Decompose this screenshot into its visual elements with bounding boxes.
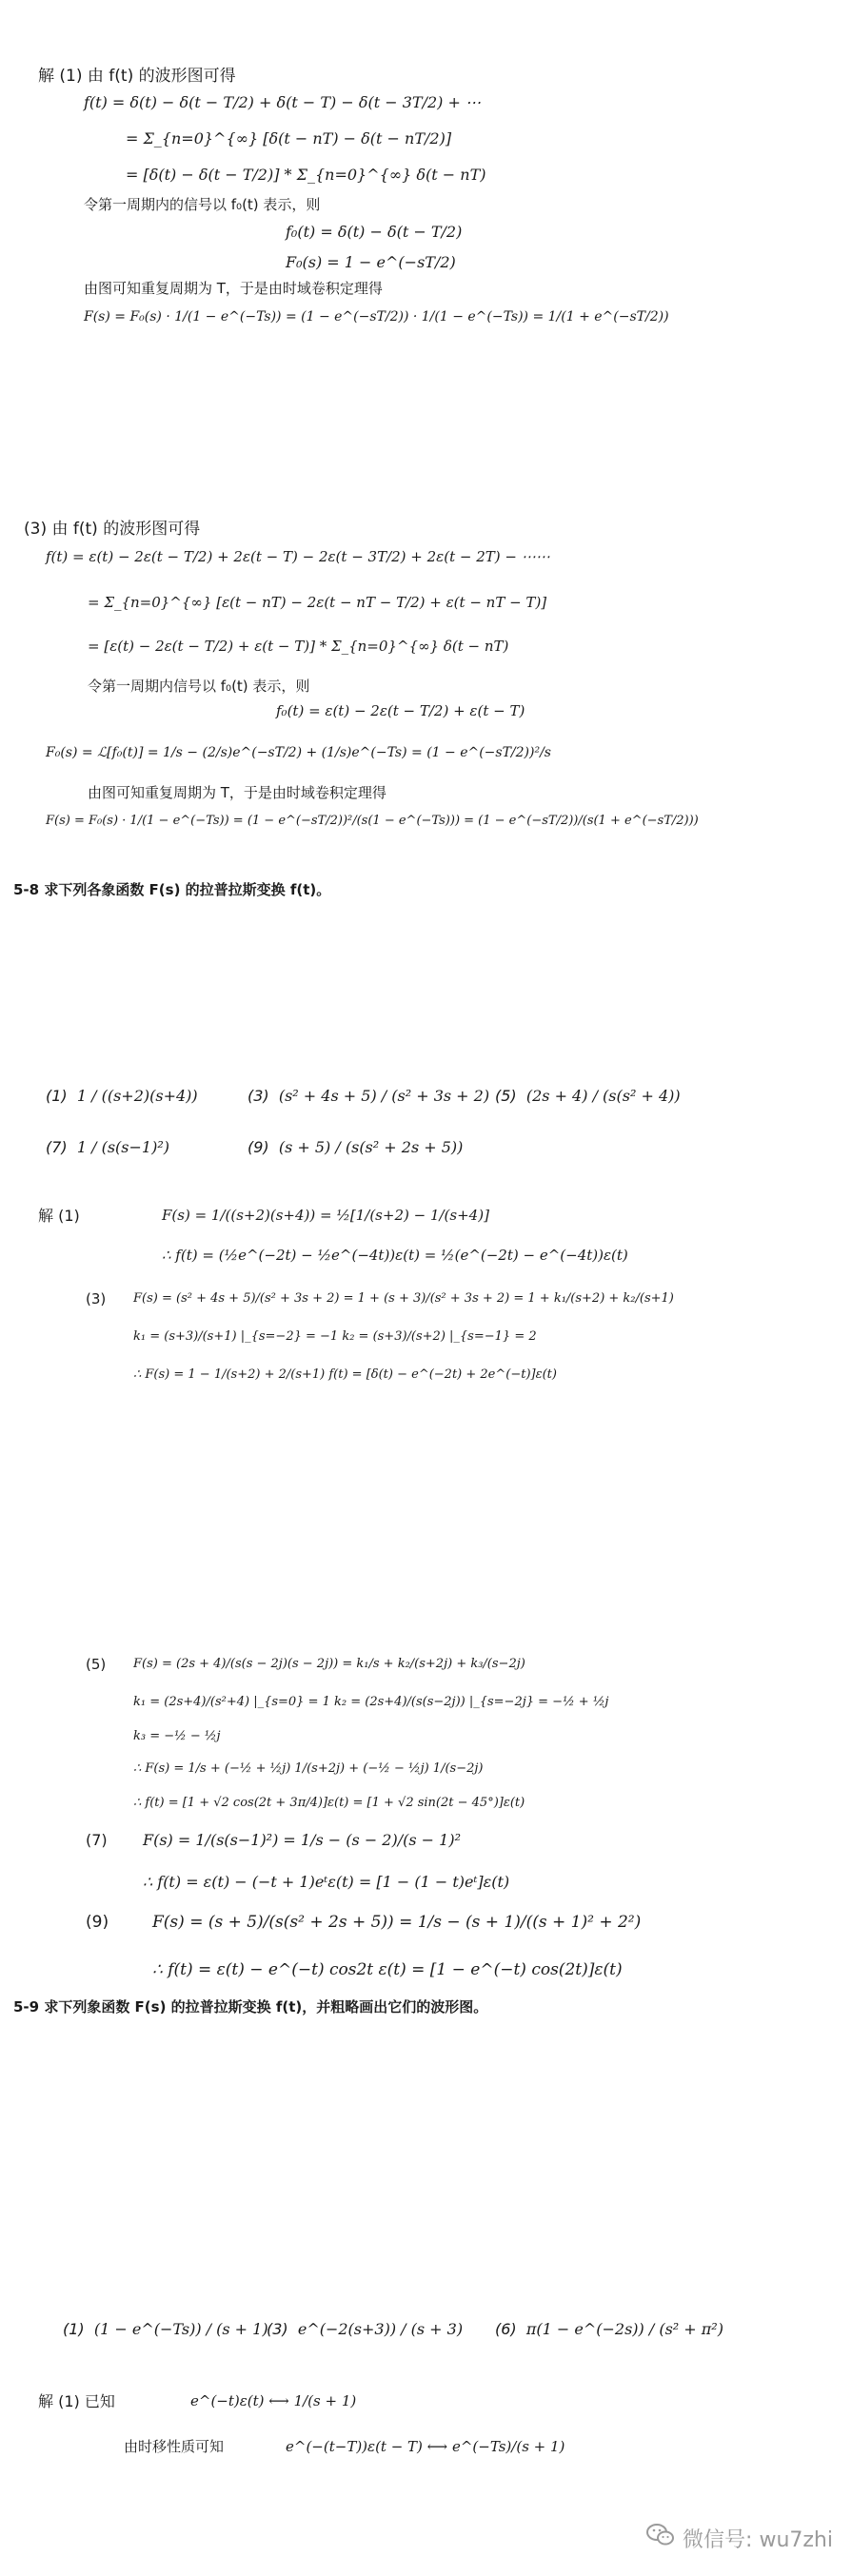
solution-1-text2: 由图可知重复周期为 T，于是由时域卷积定理得	[84, 280, 383, 297]
solution-5-8-5-eq3: k₃ = −½ − ½j	[133, 1729, 221, 1743]
solution-1-eq5: F₀(s) = 1 − e^(−sT/2)	[286, 253, 456, 271]
wechat-icon	[646, 2523, 675, 2553]
solution-5-8-3-eq2: k₁ = (s+3)/(s+1) |_{s=−2} = −1 k₂ = (s+3)/(s+2) |_{s=−1} = 2	[133, 1329, 537, 1344]
solution-3-eq6: F(s) = F₀(s) · 1/(1 − e^(−Ts)) = (1 − e^(−sT/2))²/(s(1 − e^(−Ts))) = (1 − e^(−sT/2))/(s(1 + e^(−sT/2)))	[46, 814, 699, 828]
solution-5-9-eq2: e^(−(t−T))ε(t − T) ⟷ e^(−Ts)/(s + 1)	[286, 2438, 565, 2455]
solution-5-8-5-eq1: F(s) = (2s + 4)/(s(s − 2j)(s − 2j)) = k₁/s + k₂/(s+2j) + k₃/(s−2j)	[133, 1657, 525, 1671]
solution-3-eq4: f₀(t) = ε(t) − 2ε(t − T/2) + ε(t − T)	[276, 702, 525, 719]
watermark	[646, 2523, 833, 2553]
solution-5-8-1-label: 解 (1)	[38, 1207, 80, 1225]
problem-5-9-item: (6) π(1 − e^(−2s)) / (s² + π²)	[495, 2320, 723, 2338]
solution-5-8-3-label: (3)	[86, 1290, 107, 1308]
problem-5-9-item: (1) (1 − e^(−Ts)) / (s + 1)	[63, 2320, 268, 2338]
solution-5-8-9-label: (9)	[86, 1913, 109, 1932]
solution-3-eq5: F₀(s) = ℒ[f₀(t)] = 1/s − (2/s)e^(−sT/2) + (1/s)e^(−Ts) = (1 − e^(−sT/2))²/s	[46, 745, 551, 760]
solution-5-8-7-label: (7)	[86, 1831, 108, 1849]
solution-3-text2: 由图可知重复周期为 T，于是由时域卷积定理得	[88, 784, 386, 801]
solution-1-eq6: F(s) = F₀(s) · 1/(1 − e^(−Ts)) = (1 − e^(−sT/2)) · 1/(1 − e^(−Ts)) = 1/(1 + e^(−sT/2))	[84, 309, 669, 324]
solution-5-8-1-eq1: F(s) = 1/((s+2)(s+4)) = ½[1/(s+2) − 1/(s+4)]	[162, 1207, 489, 1224]
solution-3-eq2: = Σ_{n=0}^{∞} [ε(t − nT) − 2ε(t − nT − T/2) + ε(t − nT − T)]	[88, 594, 547, 611]
solution-5-8-7-eq1: F(s) = 1/(s(s−1)²) = 1/s − (s − 2)/(s − 1)²	[143, 1831, 461, 1849]
problem-5-9-item: (3) e^(−2(s+3)) / (s + 3)	[267, 2320, 464, 2338]
solution-5-8-5-eq2: k₁ = (2s+4)/(s²+4) |_{s=0} = 1 k₂ = (2s+4)/(s(s−2j)) |_{s=−2j} = −½ + ½j	[133, 1695, 609, 1709]
problem-5-8-item: (9) (s + 5) / (s(s² + 2s + 5))	[248, 1138, 464, 1156]
solution-5-8-5-eq5: ∴ f(t) = [1 + √2 cos(2t + 3π/4)]ε(t) = [1 + √2 sin(2t − 45°)]ε(t)	[133, 1796, 525, 1810]
solution-1-eq3: = [δ(t) − δ(t − T/2)] * Σ_{n=0}^{∞} δ(t − nT)	[126, 166, 486, 184]
solution-5-9-eq1: e^(−t)ε(t) ⟷ 1/(s + 1)	[190, 2392, 357, 2409]
solution-3-eq3: = [ε(t) − 2ε(t − T/2) + ε(t − T)] * Σ_{n=0}^{∞} δ(t − nT)	[88, 638, 509, 655]
solution-3-text1: 令第一周期内信号以 f₀(t) 表示，则	[88, 678, 310, 695]
solution-5-8-3-eq1: F(s) = (s² + 4s + 5)/(s² + 3s + 2) = 1 + (s + 3)/(s² + 3s + 2) = 1 + k₁/(s+2) + k₂/(s+1)	[133, 1291, 674, 1306]
watermark-text: 微信号: wu7zhi	[683, 2527, 833, 2552]
solution-1-eq1: f(t) = δ(t) − δ(t − T/2) + δ(t − T) − δ(t − 3T/2) + ⋯	[84, 93, 481, 111]
solution-1-intro: 解 (1) 由 f(t) 的波形图可得	[38, 67, 236, 86]
solution-1-text1: 令第一周期内的信号以 f₀(t) 表示，则	[84, 196, 321, 213]
solution-5-8-5-eq4: ∴ F(s) = 1/s + (−½ + ½j) 1/(s+2j) + (−½ − ½j) 1/(s−2j)	[133, 1761, 484, 1776]
solution-5-8-5-label: (5)	[86, 1656, 107, 1673]
problem-5-8-item: (5) (2s + 4) / (s(s² + 4))	[495, 1087, 681, 1105]
solution-5-9-label: 解 (1) 已知	[38, 2392, 115, 2410]
problem-5-8-item: (3) (s² + 4s + 5) / (s² + 3s + 2)	[248, 1087, 490, 1105]
solution-5-8-3-eq3: ∴ F(s) = 1 − 1/(s+2) + 2/(s+1) f(t) = [δ(t) − e^(−2t) + 2e^(−t)]ε(t)	[133, 1367, 557, 1382]
solution-5-8-1-eq2: ∴ f(t) = (½e^(−2t) − ½e^(−4t))ε(t) = ½(e^(−2t) − e^(−4t))ε(t)	[162, 1247, 628, 1264]
solution-1-eq4: f₀(t) = δ(t) − δ(t − T/2)	[286, 223, 463, 241]
solution-5-8-7-eq2: ∴ f(t) = ε(t) − (−t + 1)eᵗε(t) = [1 − (1 − t)eᵗ]ε(t)	[143, 1873, 510, 1891]
problem-5-8-item: (1) 1 / ((s+2)(s+4))	[46, 1087, 198, 1105]
solution-1-eq2: = Σ_{n=0}^{∞} [δ(t − nT) − δ(t − nT/2)]	[126, 129, 452, 147]
solution-5-8-9-eq1: F(s) = (s + 5)/(s(s² + 2s + 5)) = 1/s − (s + 1)/((s + 1)² + 2²)	[152, 1913, 642, 1932]
solution-5-8-9-eq2: ∴ f(t) = ε(t) − e^(−t) cos2t ε(t) = [1 − e^(−t) cos(2t)]ε(t)	[152, 1960, 623, 1979]
problem-5-8-heading: 5-8 求下列各象函数 F(s) 的拉普拉斯变换 f(t)。	[13, 881, 331, 898]
problem-5-9-heading: 5-9 求下列象函数 F(s) 的拉普拉斯变换 f(t)，并粗略画出它们的波形图。	[13, 1998, 488, 2016]
solution-3-intro: (3) 由 f(t) 的波形图可得	[24, 520, 201, 539]
solution-5-9-text: 由时移性质可知	[124, 2438, 225, 2455]
problem-5-8-item: (7) 1 / (s(s−1)²)	[46, 1138, 169, 1156]
solution-3-eq1: f(t) = ε(t) − 2ε(t − T/2) + 2ε(t − T) − 2ε(t − 3T/2) + 2ε(t − 2T) − ⋯⋯	[46, 548, 550, 565]
